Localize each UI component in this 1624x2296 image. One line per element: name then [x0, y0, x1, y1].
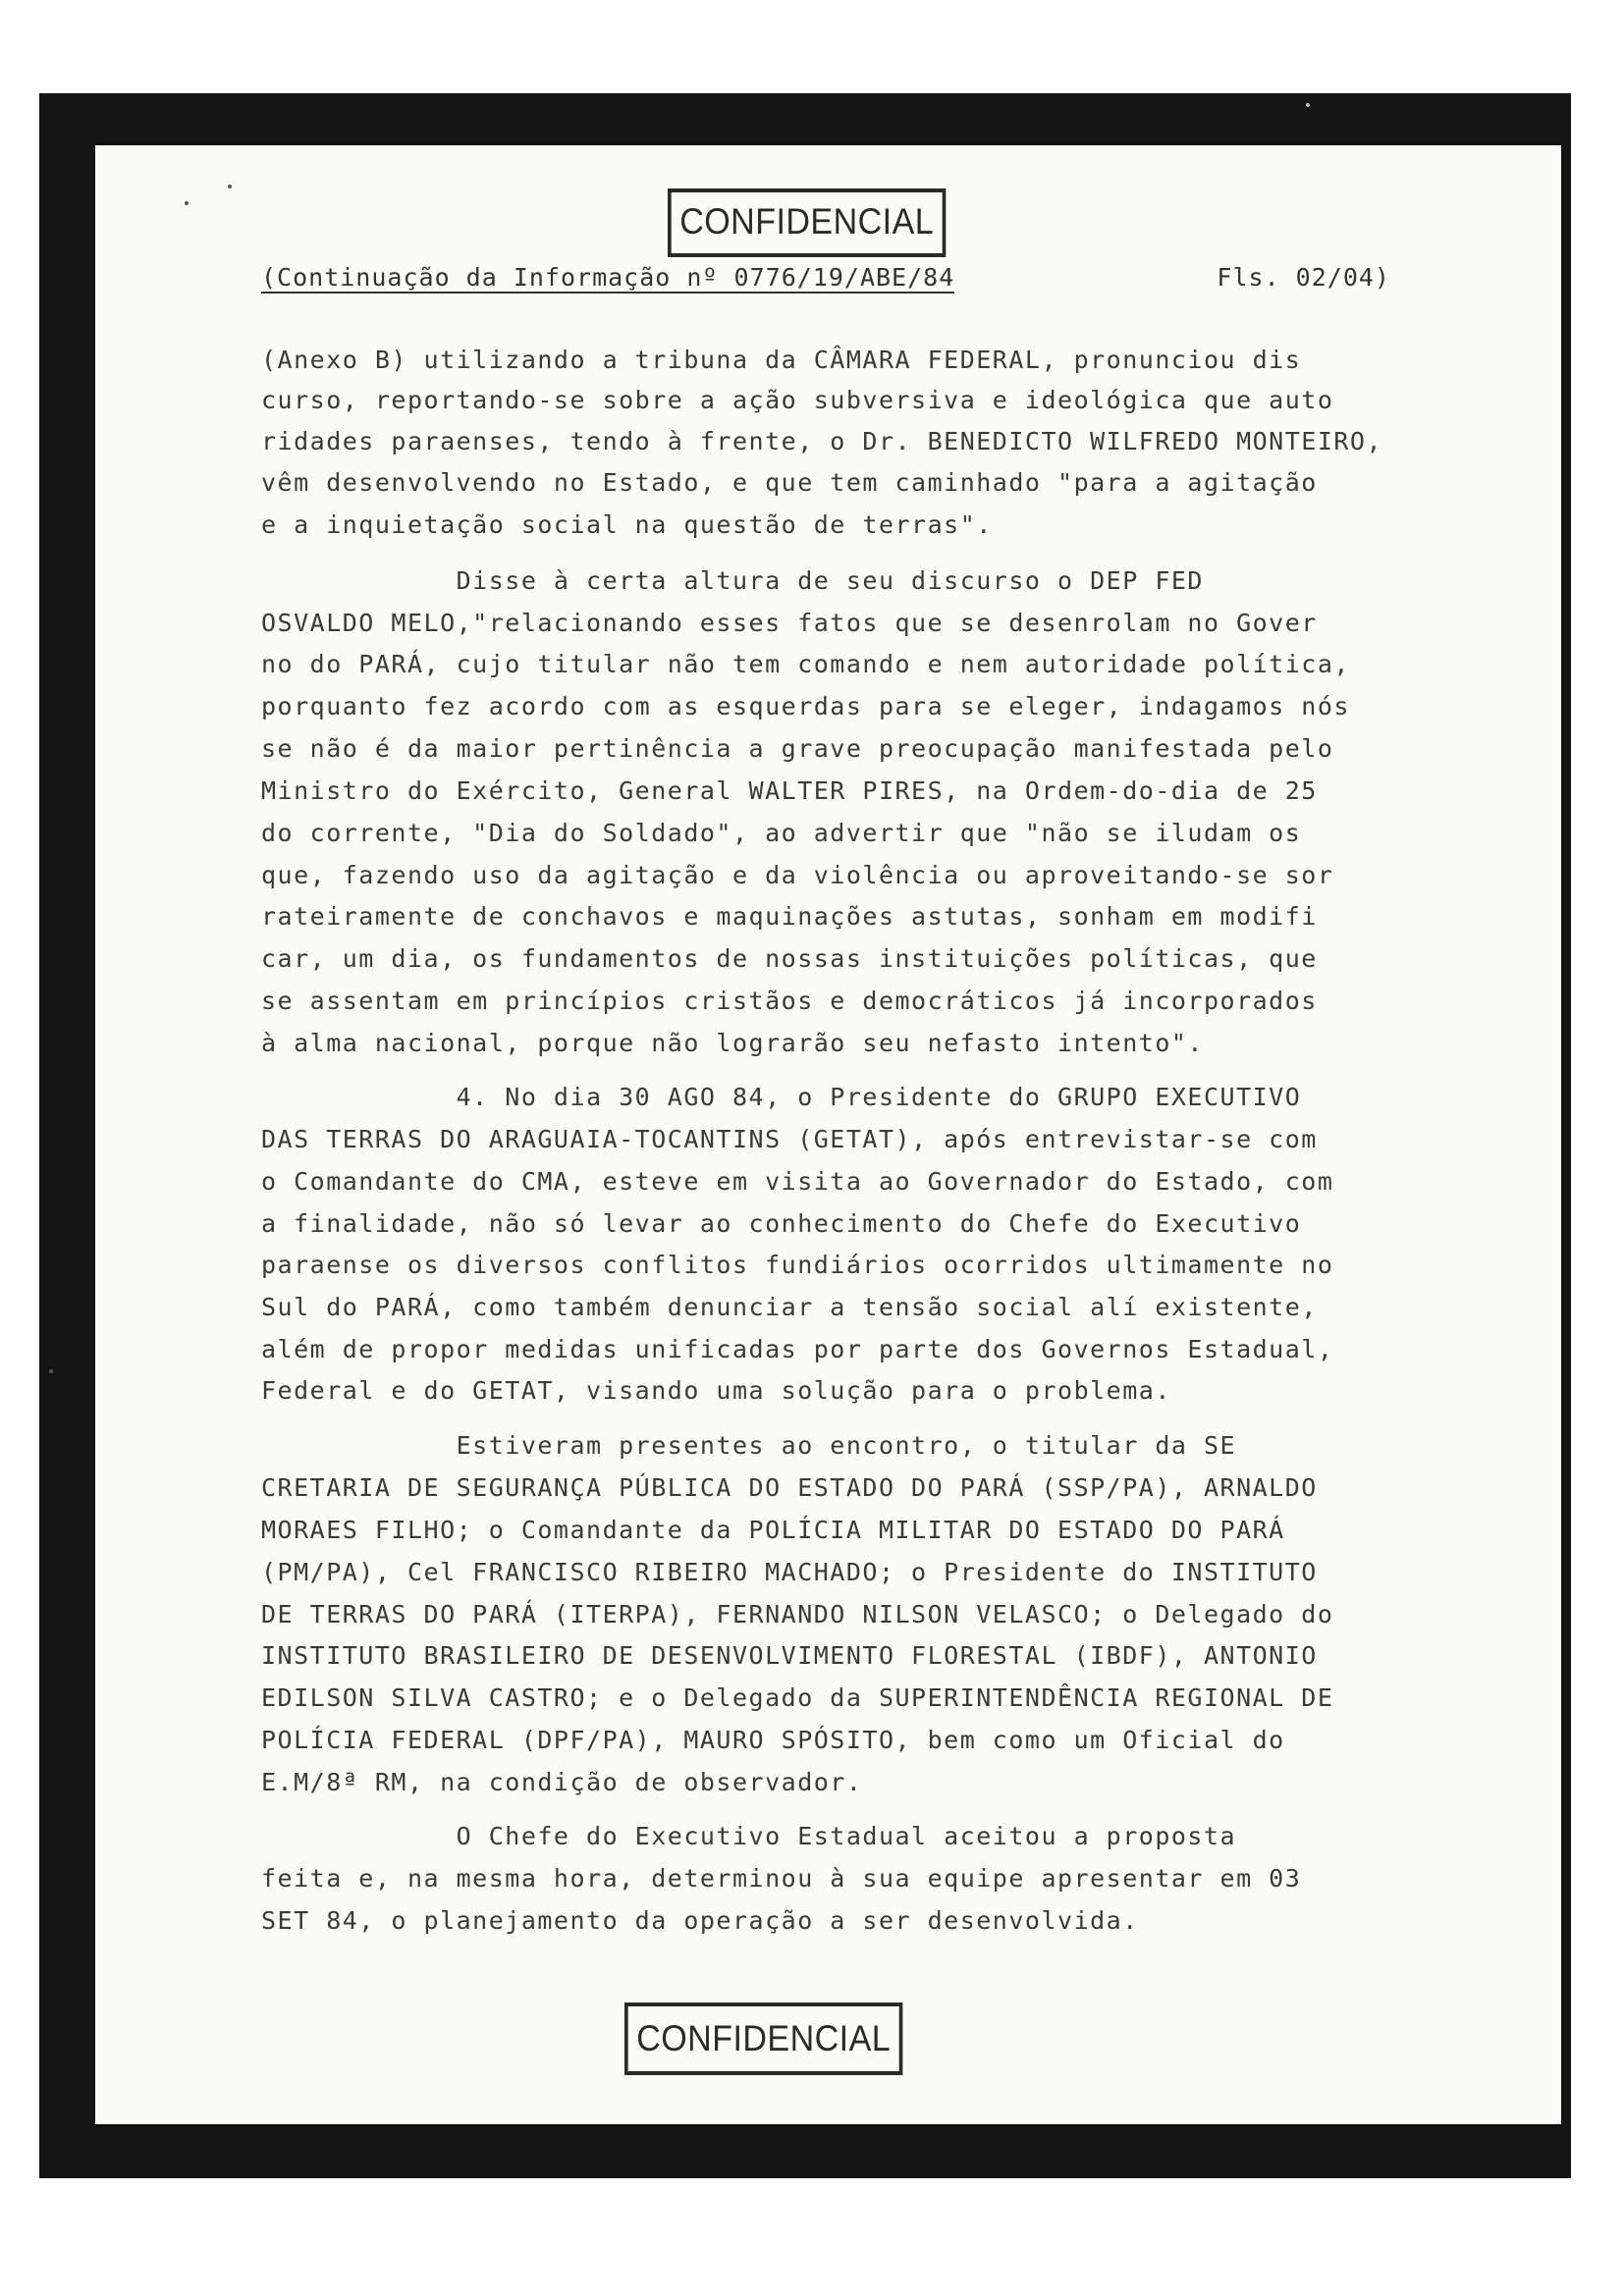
- continuation-title: (Continuação da Informação nº 0776/19/ABE/84: [261, 263, 955, 292]
- text-line: do corrente, "Dia do Soldado", ao advertir que "não se iludam os: [261, 819, 1302, 847]
- text-line: se não é da maior pertinência a grave preocupação manifestada pelo: [261, 734, 1334, 763]
- text-line: Federal e do GETAT, visando uma solução para o problema.: [261, 1376, 1171, 1405]
- text-line: O Chefe do Executivo Estadual aceitou a proposta: [261, 1822, 1237, 1850]
- scan-speck: [49, 1369, 53, 1373]
- text-line: Estiveram presentes ao encontro, o titular da SE: [261, 1431, 1237, 1460]
- text-line: (Anexo B) utilizando a tribuna da CÂMARA FEDERAL, pronunciou dis: [261, 346, 1302, 374]
- text-line: paraense os diversos conflitos fundiários ocorridos ultimamente no: [261, 1251, 1334, 1279]
- text-line: EDILSON SILVA CASTRO; e o Delegado da SUPERINTENDÊNCIA REGIONAL DE: [261, 1683, 1334, 1712]
- text-line: INSTITUTO BRASILEIRO DE DESENVOLVIMENTO FLORESTAL (IBDF), ANTONIO: [261, 1641, 1318, 1670]
- text-line: à alma nacional, porque não lograrão seu nefasto intento".: [261, 1029, 1204, 1057]
- text-line: (PM/PA), Cel FRANCISCO RIBEIRO MACHADO; o Presidente do INSTITUTO: [261, 1558, 1318, 1586]
- text-line: o Comandante do CMA, esteve em visita ao Governador do Estado, com: [261, 1167, 1334, 1196]
- confidential-stamp-top: CONFIDENCIAL: [668, 188, 946, 257]
- text-line: ridades paraenses, tendo à frente, o Dr. BENEDICTO WILFREDO MONTEIRO,: [261, 427, 1383, 455]
- scan-speck: [185, 201, 189, 205]
- text-line: SET 84, o planejamento da operação a ser desenvolvida.: [261, 1906, 1139, 1935]
- page-number: Fls. 02/04): [1217, 263, 1390, 292]
- text-line: DE TERRAS DO PARÁ (ITERPA), FERNANDO NILSON VELASCO; o Delegado do: [261, 1600, 1334, 1629]
- text-line: MORAES FILHO; o Comandante da POLÍCIA MILITAR DO ESTADO DO PARÁ: [261, 1516, 1285, 1544]
- scan-speck: [228, 185, 232, 188]
- text-line: se assentam em princípios cristãos e democráticos já incorporados: [261, 987, 1318, 1015]
- text-line: E.M/8ª RM, na condição de observador.: [261, 1768, 863, 1796]
- text-line: a finalidade, não só levar ao conhecimento do Chefe do Executivo: [261, 1209, 1302, 1238]
- text-line: curso, reportando-se sobre a ação subversiva e ideológica que auto: [261, 386, 1334, 414]
- text-line: Ministro do Exército, General WALTER PIRES, na Ordem-do-dia de 25: [261, 776, 1318, 805]
- text-line: Disse à certa altura de seu discurso o DEP FED: [261, 566, 1204, 595]
- text-line: que, fazendo uso da agitação e da violência ou aproveitando-se sor: [261, 861, 1334, 889]
- text-line: no do PARÁ, cujo titular não tem comando e nem autoridade política,: [261, 650, 1350, 678]
- text-line: OSVALDO MELO,"relacionando esses fatos que se desenrolam no Gover: [261, 609, 1318, 637]
- text-line: rateiramente de conchavos e maquinações astutas, sonham em modifi: [261, 902, 1318, 931]
- text-line: 4. No dia 30 AGO 84, o Presidente do GRUPO EXECUTIVO: [261, 1083, 1302, 1111]
- scan-speck: [1306, 103, 1310, 107]
- text-line: e a inquietação social na questão de terras".: [261, 510, 993, 539]
- text-line: POLÍCIA FEDERAL (DPF/PA), MAURO SPÓSITO, bem como um Oficial do: [261, 1726, 1285, 1754]
- text-line: porquanto fez acordo com as esquerdas para se eleger, indagamos nós: [261, 692, 1350, 721]
- text-line: car, um dia, os fundamentos de nossas instituições políticas, que: [261, 944, 1318, 973]
- text-line: vêm desenvolvendo no Estado, e que tem caminhado "para a agitação: [261, 468, 1318, 497]
- text-line: feita e, na mesma hora, determinou à sua equipe apresentar em 03: [261, 1864, 1302, 1893]
- text-line: DAS TERRAS DO ARAGUAIA-TOCANTINS (GETAT), após entrevistar-se com: [261, 1125, 1318, 1153]
- text-line: Sul do PARÁ, como também denunciar a tensão social alí existente,: [261, 1293, 1318, 1321]
- text-line: CRETARIA DE SEGURANÇA PÚBLICA DO ESTADO DO PARÁ (SSP/PA), ARNALDO: [261, 1473, 1318, 1502]
- confidential-stamp-bottom: CONFIDENCIAL: [624, 2002, 902, 2075]
- text-line: além de propor medidas unificadas por parte dos Governos Estadual,: [261, 1335, 1334, 1363]
